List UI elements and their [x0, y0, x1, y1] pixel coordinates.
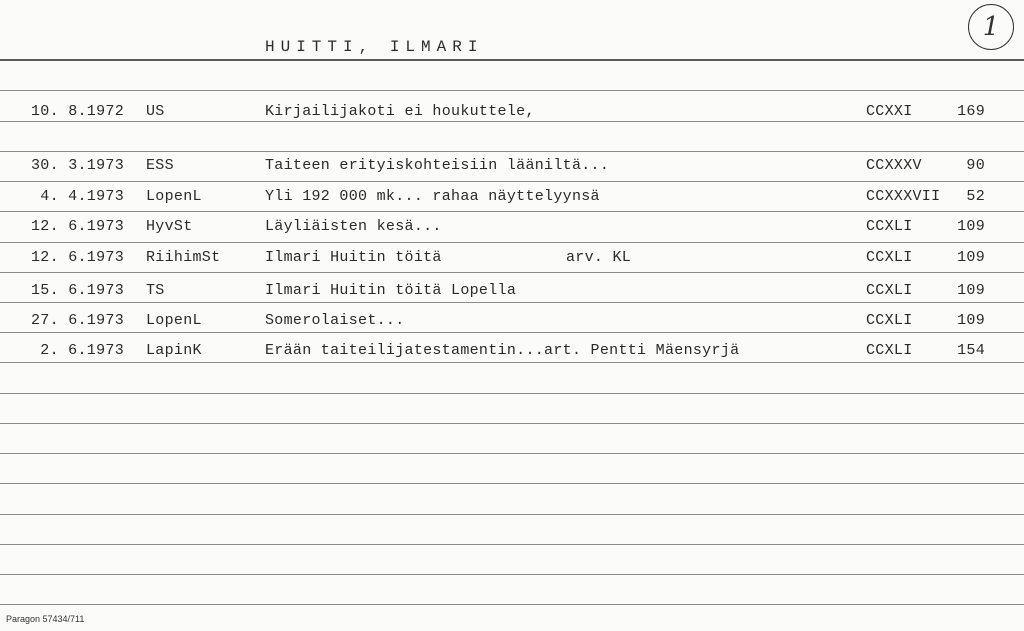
entry-page: 90: [966, 157, 985, 174]
entry-volume: CCXLI: [866, 218, 913, 235]
card-number: 1: [968, 4, 1014, 50]
entry-page: 109: [957, 218, 985, 235]
entry-date: 15. 6.1973: [30, 282, 124, 299]
ruled-line: [0, 393, 1024, 394]
entry-title: Läyliäisten kesä...: [265, 218, 442, 235]
entry-source: LopenL: [146, 188, 202, 205]
entry-volume: CCXLI: [866, 282, 913, 299]
entry-source: HyvSt: [146, 218, 193, 235]
entry-title: Kirjailijakoti ei houkuttele,: [265, 103, 535, 120]
entry-title: Ilmari Huitin töitä Lopella: [265, 282, 517, 299]
entry-date: 2. 6.1973: [40, 342, 124, 359]
entry-title: Somerolaiset...: [265, 312, 405, 329]
ruled-line: [0, 242, 1024, 243]
entry-volume: CCXXXVII: [866, 188, 941, 205]
entry-title: Erään taiteilijatestamentin...art. Pentti Mäensyrjä: [265, 342, 740, 359]
entry-source: TS: [146, 282, 165, 299]
entry-source: LapinK: [146, 342, 202, 359]
entry-volume: CCXLI: [866, 342, 913, 359]
header-rule: [0, 59, 1024, 61]
entry-source: RiihimSt: [146, 249, 221, 266]
ruled-line: [0, 574, 1024, 575]
entry-title: Yli 192 000 mk... rahaa näyttelyynsä: [265, 188, 600, 205]
entry-page: 109: [957, 312, 985, 329]
ruled-line: [0, 272, 1024, 273]
entry-date: 10. 8.1972: [30, 103, 124, 120]
card-footer: Paragon 57434/711: [6, 614, 85, 624]
ruled-line: [0, 362, 1024, 363]
entry-page: 154: [957, 342, 985, 359]
card-title: HUITTI, ILMARI: [265, 38, 484, 56]
ruled-line: [0, 544, 1024, 545]
ruled-line: [0, 604, 1024, 605]
ruled-line: [0, 121, 1024, 122]
entry-date: 12. 6.1973: [30, 249, 124, 266]
ruled-line: [0, 151, 1024, 152]
entry-date: 12. 6.1973: [30, 218, 124, 235]
entry-page: 109: [957, 249, 985, 266]
ruled-line: [0, 302, 1024, 303]
ruled-line: [0, 181, 1024, 182]
entry-page: 52: [966, 188, 985, 205]
entry-date: 30. 3.1973: [30, 157, 124, 174]
entry-volume: CCXLI: [866, 249, 913, 266]
entry-title: Ilmari Huitin töitä: [265, 249, 442, 266]
entry-date: 27. 6.1973: [30, 312, 124, 329]
ruled-line: [0, 332, 1024, 333]
ruled-line: [0, 483, 1024, 484]
entry-source: ESS: [146, 157, 174, 174]
entry-volume: CCXLI: [866, 312, 913, 329]
entry-page: 169: [957, 103, 985, 120]
ruled-line: [0, 514, 1024, 515]
entry-note: arv. KL: [566, 249, 632, 266]
ruled-line: [0, 90, 1024, 91]
entry-date: 4. 4.1973: [40, 188, 124, 205]
ruled-line: [0, 423, 1024, 424]
entry-page: 109: [957, 282, 985, 299]
entry-volume: CCXXI: [866, 103, 913, 120]
ruled-line: [0, 453, 1024, 454]
entry-source: US: [146, 103, 165, 120]
entry-title: Taiteen erityiskohteisiin lääniltä...: [265, 157, 610, 174]
entry-volume: CCXXXV: [866, 157, 922, 174]
entry-source: LopenL: [146, 312, 202, 329]
ruled-line: [0, 211, 1024, 212]
